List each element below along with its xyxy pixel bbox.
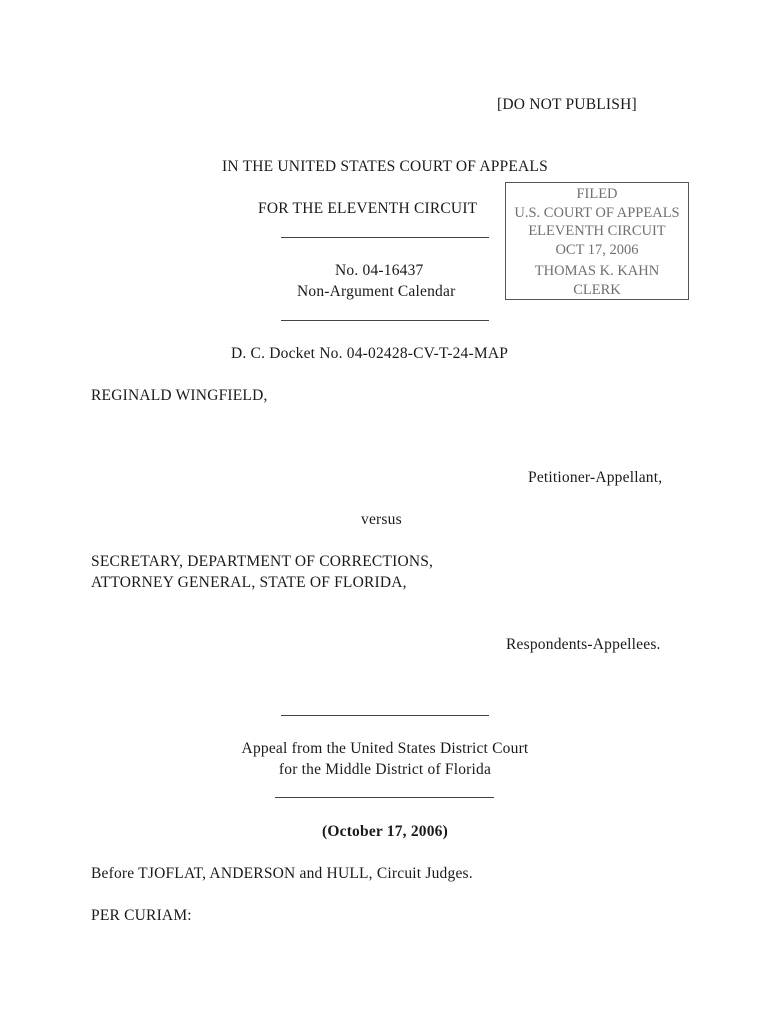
respondent-role: Respondents-Appellees. [506, 636, 661, 653]
docket-number: D. C. Docket No. 04-02428-CV-T-24-MAP [231, 345, 509, 362]
petitioner-name: REGINALD WINGFIELD, [91, 387, 268, 404]
judges-line: Before TJOFLAT, ANDERSON and HULL, Circuit Judges. [91, 865, 473, 882]
decision-date: (October 17, 2006) [322, 823, 448, 840]
stamp-date: OCT 17, 2006 [555, 241, 639, 258]
filed-stamp [505, 182, 689, 300]
court-name: IN THE UNITED STATES COURT OF APPEALS [222, 158, 548, 175]
calendar-type: Non-Argument Calendar [297, 283, 456, 300]
stamp-filed: FILED [576, 186, 618, 202]
stamp-circuit: ELEVENTH CIRCUIT [528, 223, 666, 239]
respondent-line-2: ATTORNEY GENERAL, STATE OF FLORIDA, [91, 574, 407, 591]
petitioner-role: Petitioner-Appellant, [528, 469, 663, 486]
divider-rule [281, 237, 489, 238]
respondent-line-1: SECRETARY, DEPARTMENT OF CORRECTIONS, [91, 553, 434, 570]
stamp-clerk-name: THOMAS K. KAHN [534, 263, 660, 279]
publish-note: [DO NOT PUBLISH] [497, 96, 637, 113]
circuit-name: FOR THE ELEVENTH CIRCUIT [258, 200, 478, 217]
appeal-line-1: Appeal from the United States District Court [241, 740, 529, 757]
divider-rule [281, 715, 489, 716]
stamp-clerk-title: CLERK [573, 281, 621, 298]
divider-rule [275, 797, 494, 798]
versus-text: versus [361, 511, 402, 528]
divider-rule [281, 320, 489, 321]
appeal-line-2: for the Middle District of Florida [278, 761, 492, 778]
stamp-court: U.S. COURT OF APPEALS [514, 204, 680, 221]
per-curiam: PER CURIAM: [91, 907, 192, 924]
case-number: No. 04-16437 [335, 262, 424, 279]
